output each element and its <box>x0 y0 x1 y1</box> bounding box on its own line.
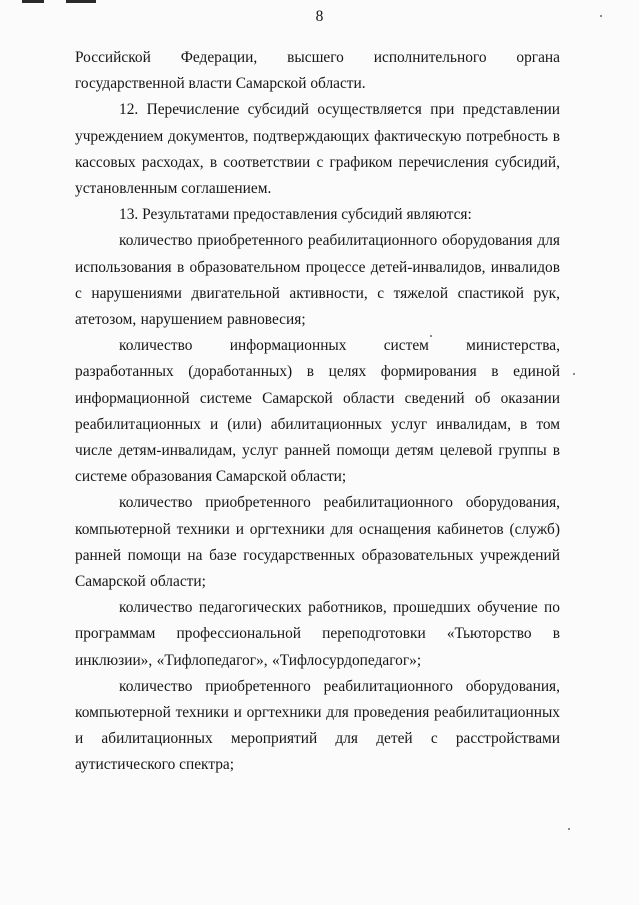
page-number: 8 <box>315 8 324 25</box>
result-early-help-equipment: количество приобретенного реабилитационного оборудования, компьютерной техники и оргтехники для оснащения кабинетов (служб) ранней помощи на базе государственных образовательных учреждений Самарской области; <box>75 494 560 591</box>
paragraph-item-12: 12. Перечисление субсидий осуществляется при представлении учреждением документов, подтверждающих фактическую потребность в кассовых расходах, в соответствии с графиком перечисления субсидий, установленным соглашением. <box>75 101 560 198</box>
result-autism-equipment: количество приобретенного реабилитационного оборудования, компьютерной техники и оргтехники для проведения реабилитационных и абилитационных мероприятий для детей с расстройствами аутистического спектра; <box>75 677 560 774</box>
scan-mark <box>22 0 44 3</box>
scan-speck <box>573 373 575 375</box>
paragraph-item-13: 13. Результатами предоставления субсидий являются: <box>119 206 472 224</box>
scan-speck <box>600 15 602 17</box>
document-body <box>75 45 560 779</box>
paragraph-continuation: Российской Федерации, высшего исполнительного органа государственной власти Самарской области. <box>75 49 560 93</box>
result-information-systems: количество информационных систем министерства, разработанных (доработанных) в целях формирования в единой информационной системе Самарской области сведений об оказании реабилитационных и (или) абилитационных услуг инвалидам, в том числе детям-инвалидам, услуг ранней помощи детям целевой группы в системе образования Самарской области; <box>75 337 560 486</box>
scan-speck <box>568 828 570 830</box>
scan-mark <box>66 0 96 3</box>
result-rehab-equipment: количество приобретенного реабилитационного оборудования для использования в образовательном процессе детей-инвалидов, инвалидов с нарушениями двигательной активности, с тяжелой спастикой рук, атетозом, нарушением равновесия; <box>75 232 560 329</box>
result-teacher-training: количество педагогических работников, прошедших обучение по программам профессиональной переподготовки «Тьюторство в инклюзии», «Тифлопедагог», «Тифлосурдопедагог»; <box>75 599 560 669</box>
scan-speck <box>430 335 432 337</box>
